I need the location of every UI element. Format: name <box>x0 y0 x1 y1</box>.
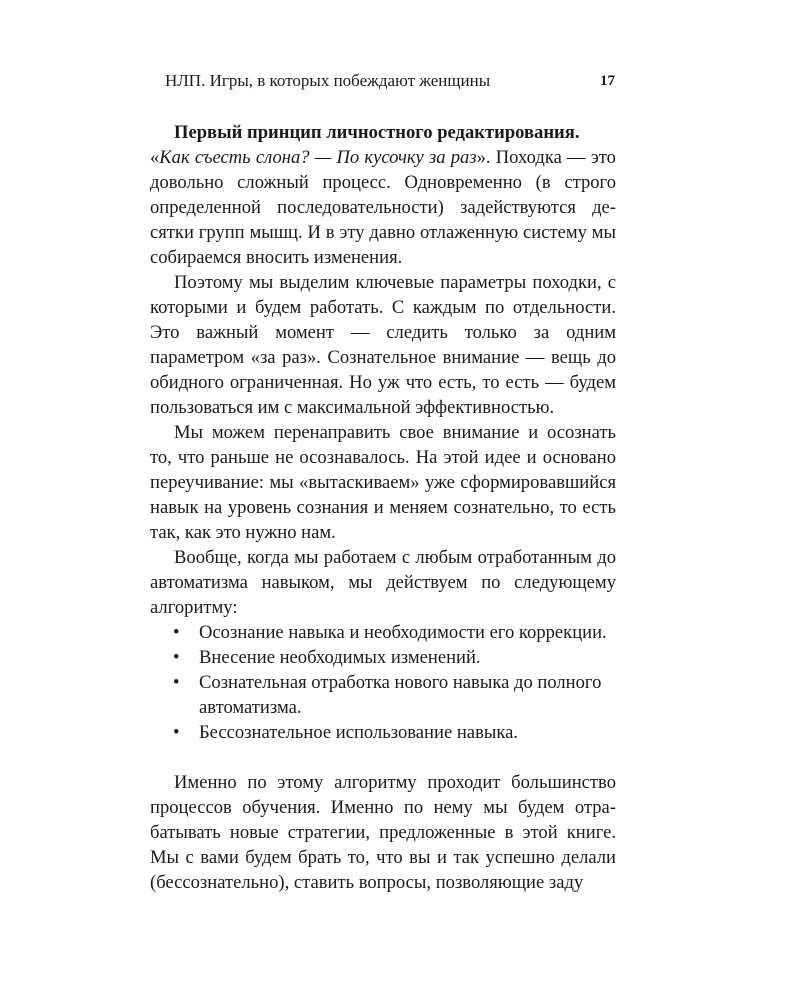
step-text: Бессознательное использование навыка. <box>199 722 518 743</box>
section-gap <box>150 745 616 770</box>
list-item <box>173 645 616 670</box>
list-item <box>173 620 616 645</box>
list-item <box>173 670 616 720</box>
paragraph-4: Вообще, когда мы работаем с любым отработанным до автоматизма навыком, мы действуем по следующему алгоритму: <box>150 547 616 618</box>
running-title: НЛП. Игры, в которых побеждают женщины <box>165 71 491 90</box>
bullet-icon: • <box>173 622 180 643</box>
paragraph-2: Поэтому мы выделим ключевые параметры походки, с которыми и будем работать. С каждым по отдельности. Это важный момент — следить только за одним параметром «за раз». Сознательное внимание — вещь до обидного ограниченная. Но уж что есть, то есть — будем пользоваться им с максимальной эффективностью. <box>150 272 616 418</box>
bullet-icon: • <box>173 672 180 693</box>
paragraph-1-text: Походка — это довольно сложный процесс. Одновременно (в строго определенной последовательности) задействуются десятки групп мышц. И в эту давно отлаженную систему мы собираемся вносить изменения. <box>150 147 616 268</box>
body-text <box>150 120 616 895</box>
running-head <box>165 70 615 92</box>
list-item <box>173 720 616 745</box>
step-text: Сознательная отработка нового навыка до полного автоматизма. <box>199 672 602 718</box>
quote-open: « <box>150 147 160 168</box>
page-number: 17 <box>600 73 615 89</box>
paragraph-1 <box>150 120 616 270</box>
quote-close: ». <box>476 147 491 168</box>
principle-heading: Первый принцип личностного редактирования. <box>174 122 580 143</box>
bullet-icon: • <box>173 722 180 743</box>
paragraph-5: Именно по этому алгоритму проходит большинство процессов обучения. Именно по нему мы будем отрабатывать новые стратегии, предложенные в этой книге. Мы с вами будем брать то, что вы и так успешно делали (бессознательно), ставить вопросы, позволяющие заду <box>150 772 616 893</box>
step-text: Внесение необходимых изменений. <box>199 647 481 668</box>
paragraph-3: Мы можем перенаправить свое внимание и осознать то, что раньше не осознавалось. На этой идее и основано переучивание: мы «вытаскиваем» уже сформировавшийся навык на уровень сознания и меняем сознательно, то есть так, как это нужно нам. <box>150 422 616 543</box>
step-text: Осознание навыка и необходимости его коррекции. <box>199 622 607 643</box>
algorithm-steps <box>150 620 616 745</box>
bullet-icon: • <box>173 647 180 668</box>
principle-quote: Как съесть слона? — По кусочку за раз <box>159 147 477 168</box>
